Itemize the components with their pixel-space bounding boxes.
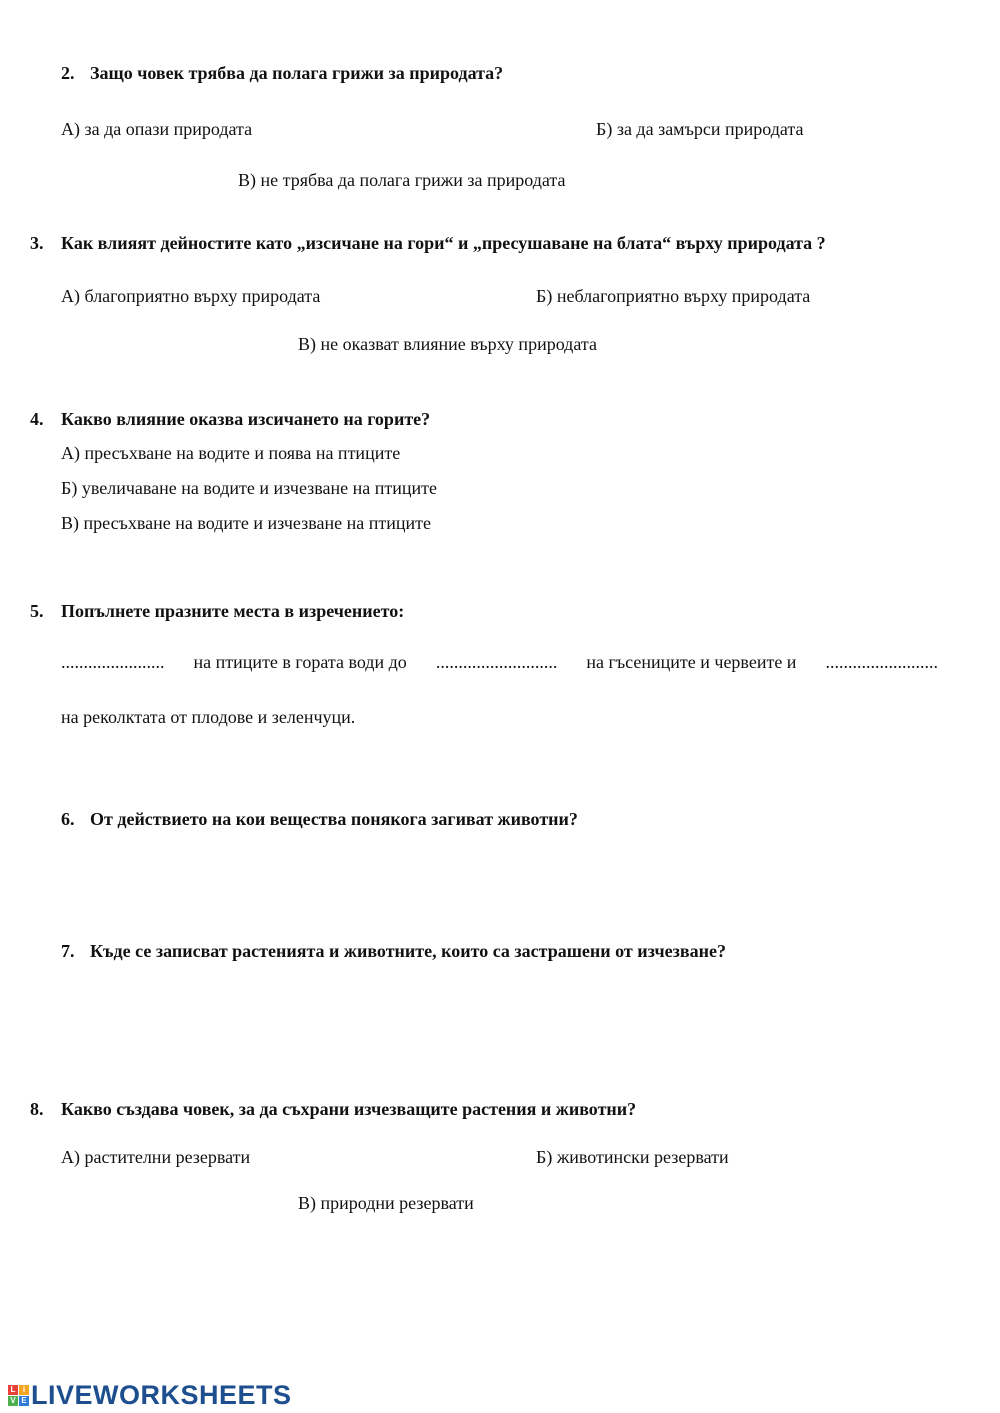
q5-text-segment-1: на птиците в гората води до bbox=[193, 652, 407, 672]
q2-option-c[interactable]: В) не трябва да полага грижи за природата bbox=[238, 170, 566, 190]
q3-number: 3. bbox=[30, 233, 44, 253]
q8-text: Какво създава човек, за да съхрани изчезващите растения и животни? bbox=[61, 1099, 637, 1119]
q4-option-b[interactable]: Б) увеличаване на водите и изчезване на птиците bbox=[61, 478, 438, 498]
q4-text: Какво влияние оказва изсичането на горите? bbox=[61, 409, 431, 429]
q5-text-segment-2: на гъсениците и червеите и bbox=[586, 652, 797, 672]
q5-sentence-line-2: на реколктата от плодове и зеленчуци. bbox=[61, 707, 356, 727]
q2-option-b[interactable]: Б) за да замърси природата bbox=[596, 119, 804, 139]
liveworksheets-logo bbox=[8, 1380, 292, 1410]
q2-option-a[interactable]: А) за да опази природата bbox=[61, 119, 253, 139]
q7-number: 7. bbox=[61, 941, 75, 961]
q3-option-a[interactable]: А) благоприятно върху природата bbox=[61, 286, 321, 306]
logo-cube-4: E bbox=[19, 1396, 29, 1406]
logo-cube-3: V bbox=[8, 1396, 18, 1406]
q8-option-b[interactable]: Б) животински резервати bbox=[536, 1147, 729, 1167]
logo-cube-1: L bbox=[8, 1385, 18, 1395]
q8-option-c[interactable]: В) природни резервати bbox=[298, 1193, 474, 1213]
logo-cubes-icon bbox=[8, 1385, 29, 1406]
logo-brand-text: LIVEWORKSHEETS bbox=[31, 1379, 292, 1410]
q8-number: 8. bbox=[30, 1099, 44, 1119]
q4-number: 4. bbox=[30, 409, 44, 429]
q7-text: Къде се записват растенията и животните, които са застрашени от изчезване? bbox=[90, 941, 726, 961]
q2-text: Защо човек трябва да полага грижи за природата? bbox=[90, 63, 504, 83]
q2-number: 2. bbox=[61, 63, 75, 83]
q6-text: От действието на кои вещества понякога загиват животни? bbox=[90, 809, 578, 829]
q3-option-c[interactable]: В) не оказват влияние върху природата bbox=[298, 334, 597, 354]
logo-cube-2: i bbox=[19, 1385, 29, 1395]
q3-text: Как влияят дейностите като „изсичане на гори“ и „пресушаване на блата“ върху природата ? bbox=[61, 233, 826, 253]
q5-number: 5. bbox=[30, 601, 44, 621]
q5-blank-3[interactable]: ......................... bbox=[825, 652, 938, 672]
q8-option-a[interactable]: А) растителни резервати bbox=[61, 1147, 251, 1167]
q4-option-c[interactable]: В) пресъхване на водите и изчезване на птиците bbox=[61, 513, 432, 533]
q5-blank-2[interactable]: ........................... bbox=[435, 652, 558, 672]
q4-option-a[interactable]: А) пресъхване на водите и поява на птиците bbox=[61, 443, 401, 463]
q3-option-b[interactable]: Б) неблагоприятно върху природата bbox=[536, 286, 811, 306]
q5-text: Попълнете празните места в изречението: bbox=[61, 601, 405, 621]
q5-blank-1[interactable]: ....................... bbox=[61, 652, 165, 672]
q5-sentence-line-1 bbox=[61, 652, 938, 673]
q6-number: 6. bbox=[61, 809, 75, 829]
